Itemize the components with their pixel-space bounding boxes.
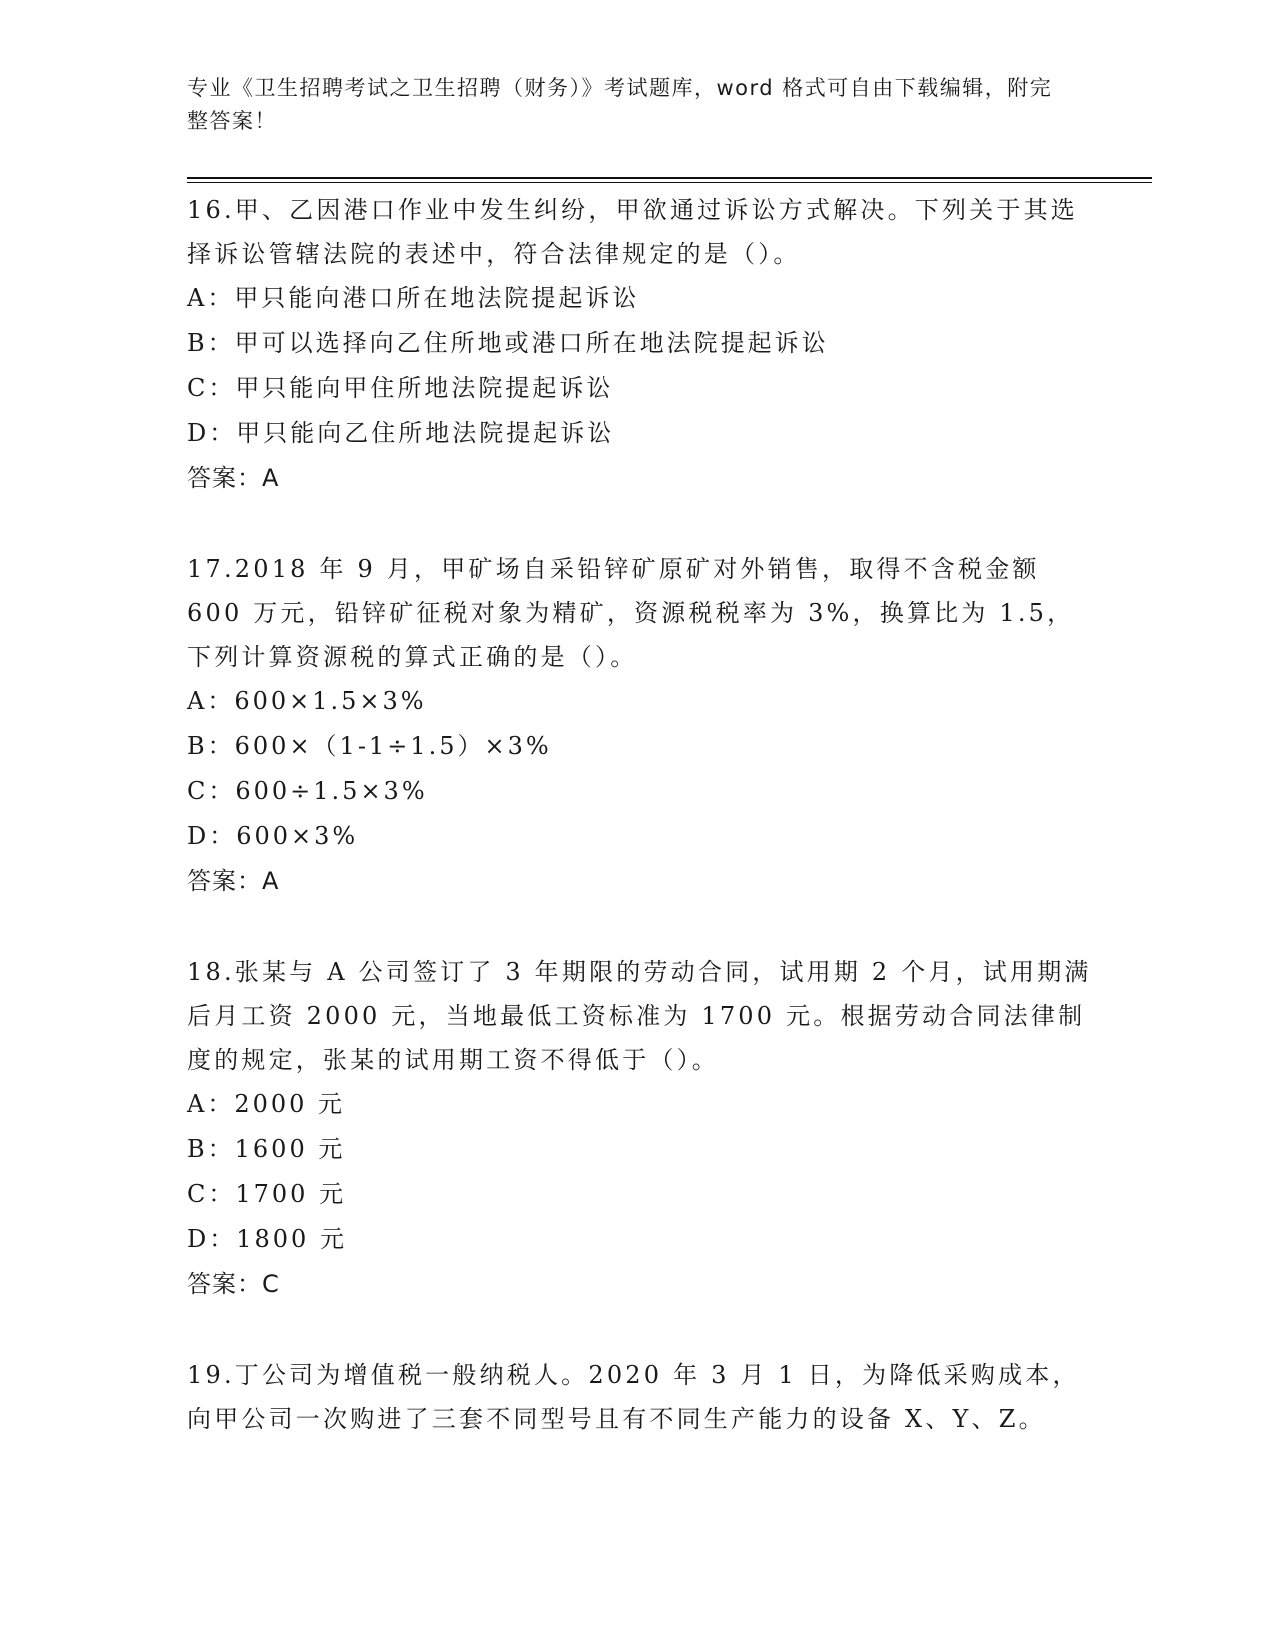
question-17 (187, 547, 1092, 904)
option-d: D：1800 元 (187, 1225, 347, 1253)
question-list (187, 188, 1092, 1441)
header-divider-thick (187, 177, 1152, 179)
question-stem: 16.甲、乙因港口作业中发生纠纷，甲欲通过诉讼方式解决。下列关于其选择诉讼管辖法院的表述中，符合法律规定的是（）。 (187, 196, 1078, 268)
answer: 答案：A (187, 464, 280, 492)
option-a: A：600×1.5×3% (187, 687, 427, 715)
question-16 (187, 188, 1092, 501)
option-a: A：2000 元 (187, 1090, 346, 1118)
answer: 答案：A (187, 867, 280, 895)
option-c: C：1700 元 (187, 1180, 347, 1208)
option-d: D：600×3% (187, 822, 359, 850)
question-18 (187, 950, 1092, 1307)
option-b: B：1600 元 (187, 1135, 346, 1163)
question-stem: 18.张某与 A 公司签订了 3 年期限的劳动合同，试用期 2 个月，试用期满后月工资 2000 元，当地最低工资标准为 1700 元。根据劳动合同法律制度的规定，张某的试用期工资不得低于（）。 (187, 958, 1092, 1074)
option-c: C：600÷1.5×3% (187, 777, 428, 805)
option-a: A：甲只能向港口所在地法院提起诉讼 (187, 284, 640, 312)
document-header: 专业《卫生招聘考试之卫生招聘（财务）》考试题库，word 格式可自由下载编辑，附完整答案！ (187, 76, 1053, 133)
answer: 答案：C (187, 1270, 280, 1298)
option-b: B：600×（1-1÷1.5）×3% (187, 732, 552, 760)
question-stem: 17.2018 年 9 月，甲矿场自采铅锌矿原矿对外销售，取得不含税金额 600 万元，铅锌矿征税对象为精矿，资源税税率为 3%，换算比为 1.5，下列计算资源税的算式正确的是（）。 (187, 555, 1075, 671)
option-c: C：甲只能向甲住所地法院提起诉讼 (187, 374, 614, 402)
option-d: D：甲只能向乙住所地法院提起诉讼 (187, 419, 615, 447)
question-stem: 19.丁公司为增值税一般纳税人。2020 年 3 月 1 日，为降低采购成本，向甲公司一次购进了三套不同型号且有不同生产能力的设备 X、Y、Z。 (187, 1361, 1080, 1433)
question-19 (187, 1353, 1092, 1441)
option-b: B：甲可以选择向乙住所地或港口所在地法院提起诉讼 (187, 329, 829, 357)
header-divider-thin (187, 182, 1152, 183)
